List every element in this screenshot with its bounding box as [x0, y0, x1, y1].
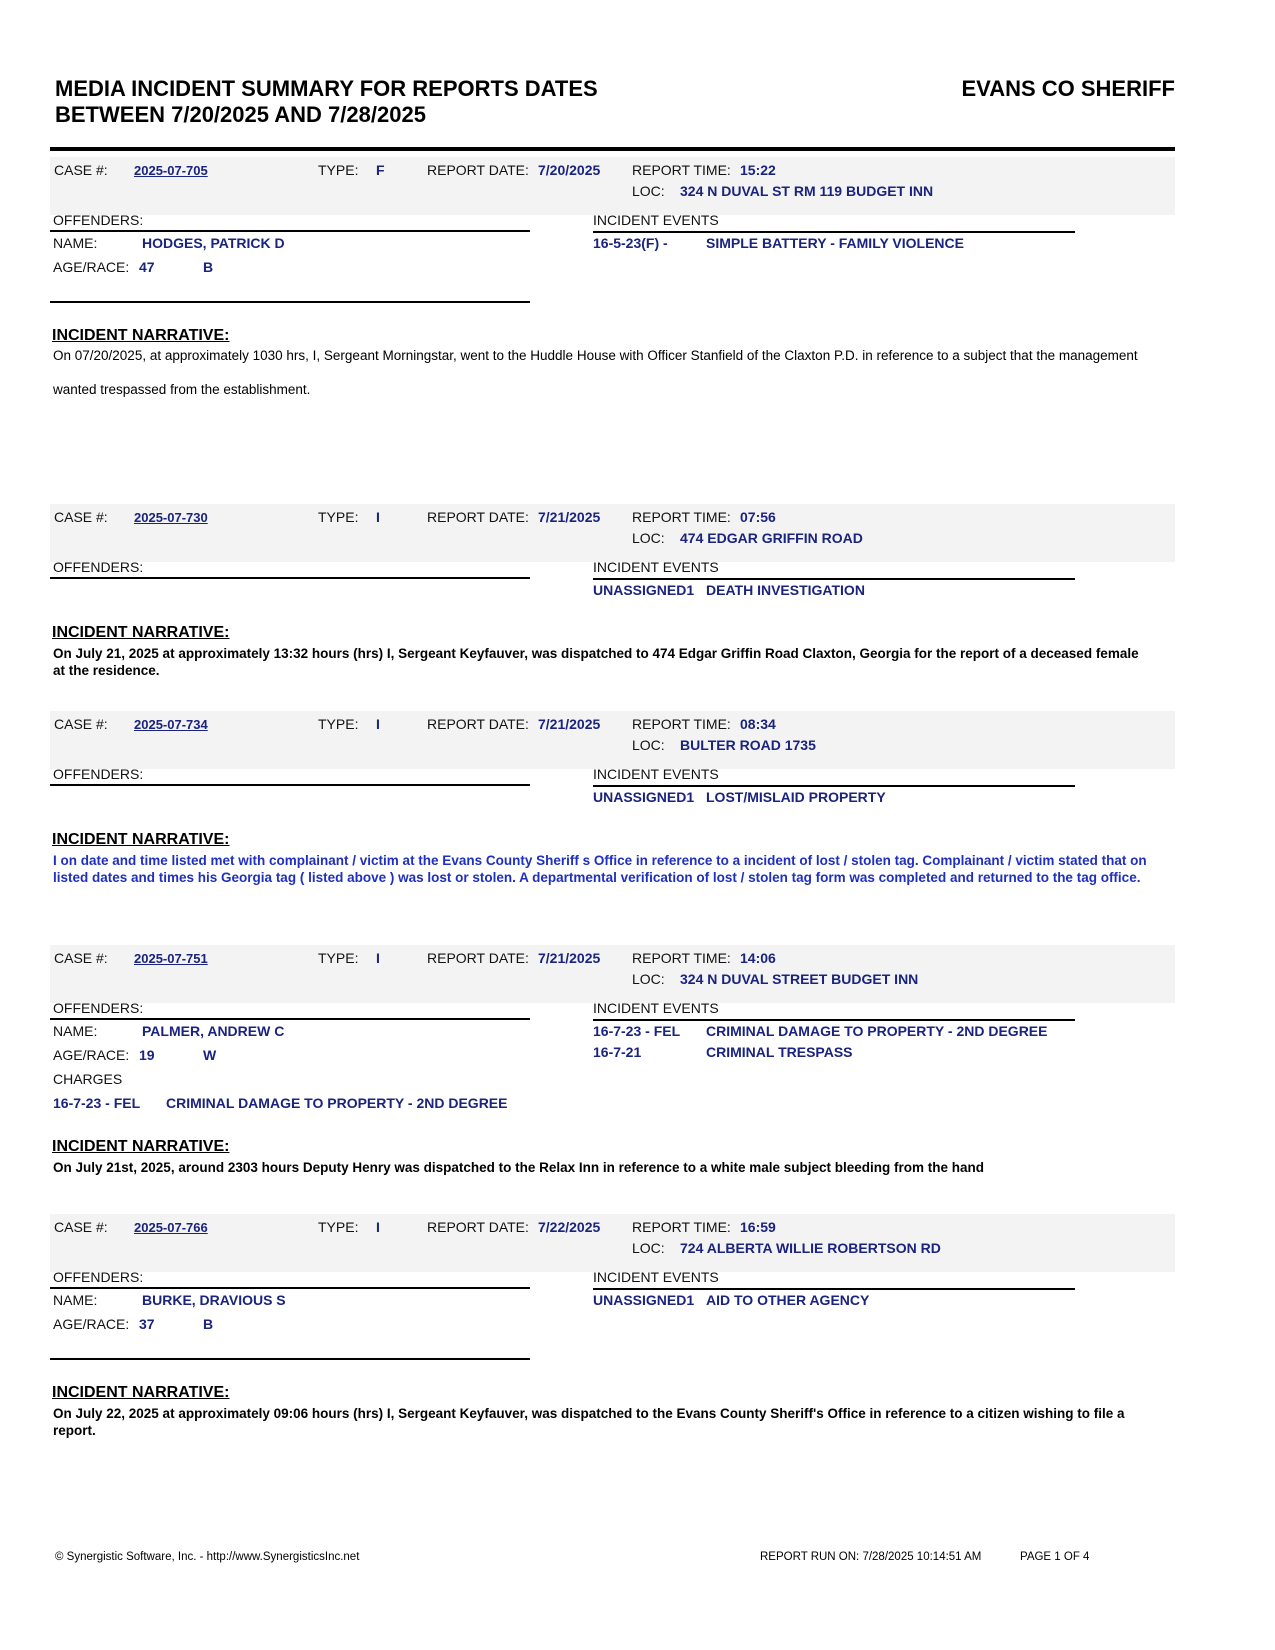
- offenders-label: OFFENDERS:: [53, 766, 144, 782]
- report-time-label: REPORT TIME:: [632, 716, 731, 732]
- type-label: TYPE:: [318, 509, 359, 525]
- narrative-heading: INCIDENT NARRATIVE:: [52, 831, 230, 848]
- case-label: CASE #:: [54, 162, 108, 178]
- loc-value: 324 N DUVAL ST RM 119 BUDGET INN: [680, 183, 934, 199]
- narrative-text: On July 22, 2025 at approximately 09:06 hours (hrs) I, Sergeant Keyfauver, was dispatched to the Evans County Sheriff's Office in reference to a citizen wishing to file a report.: [53, 1406, 1125, 1438]
- type-value: I: [376, 509, 380, 525]
- case-label: CASE #:: [54, 716, 108, 732]
- type-label: TYPE:: [318, 950, 359, 966]
- type-value: F: [376, 162, 385, 178]
- loc-value: BULTER ROAD 1735: [680, 737, 816, 753]
- case-number-link[interactable]: 2025-07-766: [134, 1220, 208, 1235]
- report-date-value: 7/21/2025: [538, 950, 601, 966]
- case-header-band: [50, 1214, 1175, 1272]
- loc-label: LOC:: [632, 737, 665, 753]
- loc-value: 324 N DUVAL STREET BUDGET INN: [680, 971, 919, 987]
- age-race-label: AGE/RACE:: [53, 259, 130, 275]
- name-label: NAME:: [53, 1292, 98, 1308]
- offender-race: B: [203, 1316, 214, 1332]
- footer-page-number: PAGE 1 OF 4: [1020, 1551, 1090, 1563]
- narrative-text: I on date and time listed met with complainant / victim at the Evans County Sheriff s Office in reference to a incident of lost / stolen tag. Complainant / victim stated that on listed dates and times his Georgia tag ( listed above ) was lost or stolen. A departmental verification of lost / stolen tag form was completed and returned to the tag office.: [53, 853, 1147, 885]
- event-description: CRIMINAL DAMAGE TO PROPERTY - 2ND DEGREE: [706, 1023, 1048, 1039]
- age-race-label: AGE/RACE:: [53, 1316, 130, 1332]
- report-date-value: 7/21/2025: [538, 509, 601, 525]
- report-title-line1: MEDIA INCIDENT SUMMARY FOR REPORTS DATES: [55, 76, 598, 101]
- incident-events-label: INCIDENT EVENTS: [593, 1000, 719, 1016]
- header-divider: [50, 147, 1175, 151]
- type-value: I: [376, 950, 380, 966]
- report-title-line2: BETWEEN 7/20/2025 AND 7/28/2025: [55, 102, 426, 127]
- event-code: UNASSIGNED1: [593, 789, 695, 805]
- event-code: 16-7-21: [593, 1044, 642, 1060]
- type-value: I: [376, 716, 380, 732]
- report-time-value: 07:56: [740, 509, 776, 525]
- charge-description: CRIMINAL DAMAGE TO PROPERTY - 2ND DEGREE: [166, 1095, 508, 1111]
- event-description: SIMPLE BATTERY - FAMILY VIOLENCE: [706, 235, 964, 251]
- footer-run-on: REPORT RUN ON: 7/28/2025 10:14:51 AM: [760, 1551, 982, 1563]
- offenders-label: OFFENDERS:: [53, 212, 144, 228]
- offender-age: 19: [139, 1047, 155, 1063]
- footer-copyright: © Synergistic Software, Inc. - http://www.SynergisticsInc.net: [55, 1551, 360, 1563]
- case-label: CASE #:: [54, 950, 108, 966]
- report-date-value: 7/22/2025: [538, 1219, 601, 1235]
- case-header-band: [50, 945, 1175, 1003]
- type-label: TYPE:: [318, 162, 359, 178]
- age-race-label: AGE/RACE:: [53, 1047, 130, 1063]
- loc-value: 474 EDGAR GRIFFIN ROAD: [680, 530, 863, 546]
- narrative-heading: INCIDENT NARRATIVE:: [52, 327, 230, 344]
- event-description: DEATH INVESTIGATION: [706, 582, 865, 598]
- offender-age: 47: [139, 259, 155, 275]
- type-label: TYPE:: [318, 716, 359, 732]
- narrative-heading: INCIDENT NARRATIVE:: [52, 1138, 230, 1155]
- narrative-text: On 07/20/2025, at approximately 1030 hrs, I, Sergeant Morningstar, went to the Huddle House with Officer Stanfield of the Claxton P.D. in reference to a subject that the management wanted trespassed from the establishment.: [53, 348, 1138, 397]
- offender-race: W: [203, 1047, 217, 1063]
- offenders-divider: [50, 577, 530, 579]
- report-time-value: 08:34: [740, 716, 776, 732]
- case-label: CASE #:: [54, 1219, 108, 1235]
- report-date-value: 7/20/2025: [538, 162, 601, 178]
- name-label: NAME:: [53, 1023, 98, 1039]
- report-date-label: REPORT DATE:: [427, 509, 529, 525]
- case-number-link[interactable]: 2025-07-734: [134, 717, 208, 732]
- report-date-label: REPORT DATE:: [427, 162, 529, 178]
- offender-name: BURKE, DRAVIOUS S: [142, 1292, 286, 1308]
- offender-end-divider: [50, 1358, 530, 1360]
- offenders-divider: [50, 784, 530, 786]
- incident-events-label: INCIDENT EVENTS: [593, 766, 719, 782]
- charges-label: CHARGES: [53, 1071, 123, 1087]
- agency-name: EVANS CO SHERIFF: [961, 76, 1175, 101]
- offenders-divider: [50, 1018, 530, 1020]
- case-number-link[interactable]: 2025-07-751: [134, 951, 208, 966]
- loc-label: LOC:: [632, 971, 665, 987]
- type-label: TYPE:: [318, 1219, 359, 1235]
- report-date-label: REPORT DATE:: [427, 1219, 529, 1235]
- name-label: NAME:: [53, 235, 98, 251]
- event-description: AID TO OTHER AGENCY: [706, 1292, 870, 1308]
- narrative-heading: INCIDENT NARRATIVE:: [52, 624, 230, 641]
- event-code: UNASSIGNED1: [593, 582, 695, 598]
- events-divider: [593, 1019, 1075, 1021]
- narrative-text: On July 21st, 2025, around 2303 hours Deputy Henry was dispatched to the Relax Inn in reference to a white male subject bleeding from the hand: [53, 1160, 984, 1175]
- narrative-text: On July 21, 2025 at approximately 13:32 hours (hrs) I, Sergeant Keyfauver, was dispatched to 474 Edgar Griffin Road Claxton, Georgia for the report of a deceased female at the residence.: [53, 646, 1139, 678]
- case-number-link[interactable]: 2025-07-730: [134, 510, 208, 525]
- events-divider: [593, 231, 1075, 233]
- events-divider: [593, 785, 1075, 787]
- offender-name: PALMER, ANDREW C: [142, 1023, 285, 1039]
- loc-label: LOC:: [632, 530, 665, 546]
- offender-name: HODGES, PATRICK D: [142, 235, 285, 251]
- report-time-label: REPORT TIME:: [632, 950, 731, 966]
- report-time-label: REPORT TIME:: [632, 509, 731, 525]
- loc-value: 724 ALBERTA WILLIE ROBERTSON RD: [680, 1240, 941, 1256]
- event-description: LOST/MISLAID PROPERTY: [706, 789, 886, 805]
- report-date-label: REPORT DATE:: [427, 950, 529, 966]
- case-number-link[interactable]: 2025-07-705: [134, 163, 208, 178]
- offender-end-divider: [50, 301, 530, 303]
- events-divider: [593, 578, 1075, 580]
- loc-label: LOC:: [632, 1240, 665, 1256]
- report-time-label: REPORT TIME:: [632, 1219, 731, 1235]
- events-divider: [593, 1288, 1075, 1290]
- incident-events-label: INCIDENT EVENTS: [593, 212, 719, 228]
- type-value: I: [376, 1219, 380, 1235]
- incident-events-label: INCIDENT EVENTS: [593, 559, 719, 575]
- event-code: UNASSIGNED1: [593, 1292, 695, 1308]
- event-code: 16-7-23 - FEL: [593, 1023, 681, 1039]
- case-header-band: [50, 711, 1175, 769]
- incident-events-label: INCIDENT EVENTS: [593, 1269, 719, 1285]
- event-code: 16-5-23(F) -: [593, 235, 668, 251]
- offenders-label: OFFENDERS:: [53, 559, 144, 575]
- report-time-value: 15:22: [740, 162, 776, 178]
- report-time-value: 16:59: [740, 1219, 776, 1235]
- offenders-label: OFFENDERS:: [53, 1000, 144, 1016]
- offender-age: 37: [139, 1316, 155, 1332]
- report-time-value: 14:06: [740, 950, 776, 966]
- loc-label: LOC:: [632, 183, 665, 199]
- offenders-label: OFFENDERS:: [53, 1269, 144, 1285]
- case-header-band: [50, 157, 1175, 215]
- offenders-divider: [50, 1287, 530, 1289]
- report-title: [55, 76, 598, 128]
- narrative-heading: INCIDENT NARRATIVE:: [52, 1384, 230, 1401]
- case-header-band: [50, 504, 1175, 562]
- offenders-divider: [50, 230, 530, 232]
- case-label: CASE #:: [54, 509, 108, 525]
- report-date-value: 7/21/2025: [538, 716, 601, 732]
- charge-code: 16-7-23 - FEL: [53, 1095, 141, 1111]
- offender-race: B: [203, 259, 214, 275]
- report-date-label: REPORT DATE:: [427, 716, 529, 732]
- event-description: CRIMINAL TRESPASS: [706, 1044, 853, 1060]
- report-time-label: REPORT TIME:: [632, 162, 731, 178]
